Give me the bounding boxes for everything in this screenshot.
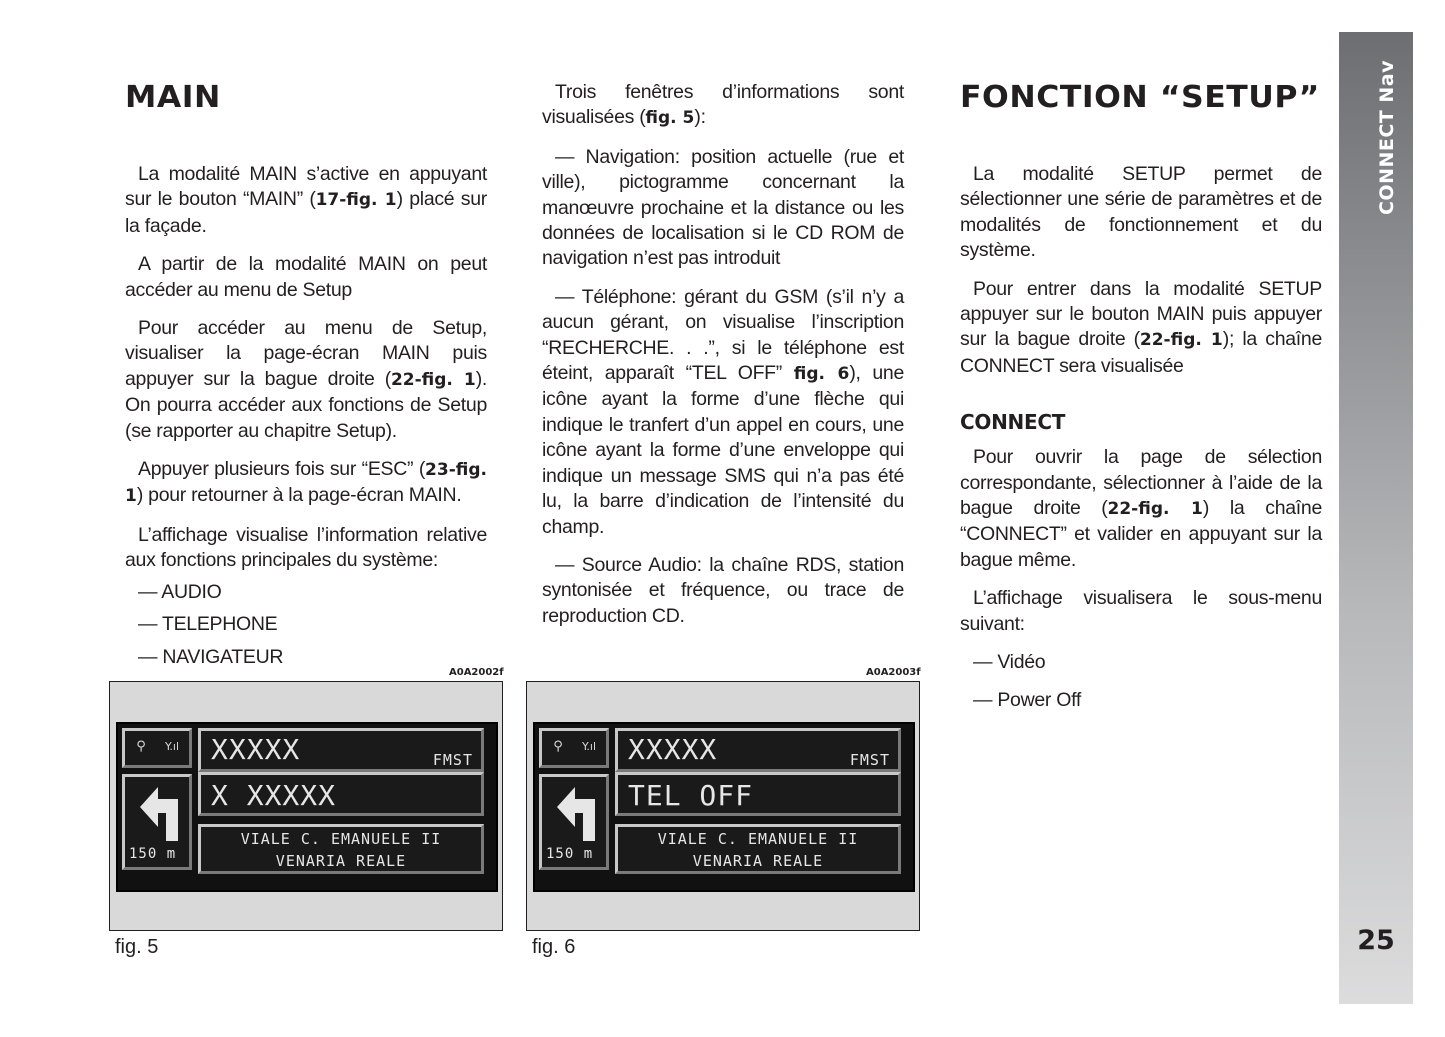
lcd-screen [116, 722, 498, 892]
location-cell [198, 824, 484, 874]
paragraph: A partir de la modalité MAIN on peut accéder au menu de Setup [125, 253, 487, 301]
figure-caption: fig. 5 [115, 936, 159, 958]
maneuver-distance: 150 m [129, 846, 177, 862]
status-icons-cell [122, 728, 192, 768]
audio-source-cell [615, 728, 901, 772]
station-name: XXXXX [211, 733, 301, 766]
street-name: VIALE C. EMANUELE II [657, 830, 859, 848]
band-indicator: FMST [432, 751, 473, 769]
figure-code: A0A2002f [449, 667, 504, 678]
turn-left-arrow-icon [128, 781, 188, 845]
chapter-title-text: CONNECT Nav [1376, 60, 1398, 216]
paragraph: Pour accéder au menu de Setup, visualiser la page-écran MAIN puis appuyer sur la bague droite (22-fig. 1). On pourra accéder aux fonctions de Setup (se rapporter au chapitre Setup). [125, 317, 487, 442]
lcd-screen [533, 722, 915, 892]
city-name: VENARIA REALE [692, 852, 824, 870]
figure-6-display [526, 681, 920, 931]
chapter-title [1339, 60, 1413, 260]
city-name: VENARIA REALE [275, 852, 407, 870]
phone-cell [198, 772, 484, 816]
phone-status: X XXXXX [211, 779, 337, 812]
paragraph: Appuyer plusieurs fois sur “ESC” (23-fig. 1) pour retourner à la page-écran MAIN. [125, 458, 487, 507]
paragraph: La modalité SETUP permet de sélectionner une série de paramètres et de modalités de fonctionnement et du système. [960, 163, 1322, 262]
paragraph: — Navigation: position actuelle (rue et ville), pictogramme concernant la manœuvre prochaine et la distance ou les données de localisation si le CD ROM de navigation n’est pas introduit [542, 145, 904, 270]
paragraph: La modalité MAIN s’active en appuyant sur le bouton “MAIN” (17-fig. 1) placé sur la façade. [125, 163, 487, 237]
maneuver-cell [539, 774, 609, 870]
paragraph: Pour entrer dans la modalité SETUP appuyer sur le bouton MAIN puis appuyer sur la bague droite (22-fig. 1); la chaîne CONNECT sera visualisée [960, 277, 1323, 377]
location-cell [615, 824, 901, 874]
signal-strength-icon: Y.ıl [581, 740, 597, 753]
list-item: — NAVIGATEUR [138, 645, 284, 668]
column-main [125, 80, 487, 677]
list-item: — TELEPHONE [138, 613, 278, 636]
figure-code: A0A2003f [866, 667, 921, 678]
subheading-connect: CONNECT [960, 410, 1066, 435]
figure-caption: fig. 6 [532, 936, 576, 958]
list-item: — AUDIO [138, 580, 222, 603]
band-indicator: FMST [849, 751, 890, 769]
list-item: — Power Off [973, 688, 1081, 711]
turn-left-arrow-icon [545, 781, 605, 845]
paragraph: Pour ouvrir la page de sélection correspondante, sélectionner à l’aide de la bague droite (22-fig. 1) la chaîne “CONNECT” et valider en appuyant sur la bague même. [960, 446, 1322, 571]
paragraph: L’affichage visualise l’information relative aux fonctions principales du système: [125, 523, 487, 572]
page-number: 25 [1357, 925, 1395, 956]
signal-strength-icon: Y.ıl [164, 740, 180, 753]
maneuver-distance: 150 m [546, 846, 594, 862]
phone-status: TEL OFF [628, 779, 754, 812]
list-item: — Vidéo [973, 651, 1046, 674]
heading-main: MAIN [125, 80, 221, 115]
figure-5-display [109, 681, 503, 931]
maneuver-cell [122, 774, 192, 870]
paragraph: Trois fenêtres d’informations sont visualisées (fig. 5): [542, 81, 904, 129]
phone-cell [615, 772, 901, 816]
gps-antenna-icon: ⚲ [136, 739, 146, 754]
status-icons-cell [539, 728, 609, 768]
column-info-windows [542, 80, 904, 642]
paragraph: L’affichage visualisera le sous-menu suivant: [960, 587, 1322, 635]
station-name: XXXXX [628, 733, 718, 766]
heading-setup: FONCTION “SETUP” [960, 80, 1320, 115]
paragraph: — Source Audio: la chaîne RDS, station syntonisée et fréquence, ou trace de reproduction CD. [542, 553, 904, 627]
column-setup [960, 80, 1322, 720]
gps-antenna-icon: ⚲ [553, 739, 563, 754]
paragraph: — Téléphone: gérant du GSM (s’il n’y a aucun gérant, on visualise l’inscription “RECHERCHE. . .”, si le téléphone est éteint, apparaît “TEL OFF” fig. 6), une icône ayant la forme d’une flèche qui indique le tranfert d’un appel en cours, une icône ayant la forme d’une enveloppe qui indique un message SMS qui n’a pas été lu, la barre d’indication de l’intensité du champ. [542, 285, 904, 538]
street-name: VIALE C. EMANUELE II [240, 830, 442, 848]
audio-source-cell [198, 728, 484, 772]
